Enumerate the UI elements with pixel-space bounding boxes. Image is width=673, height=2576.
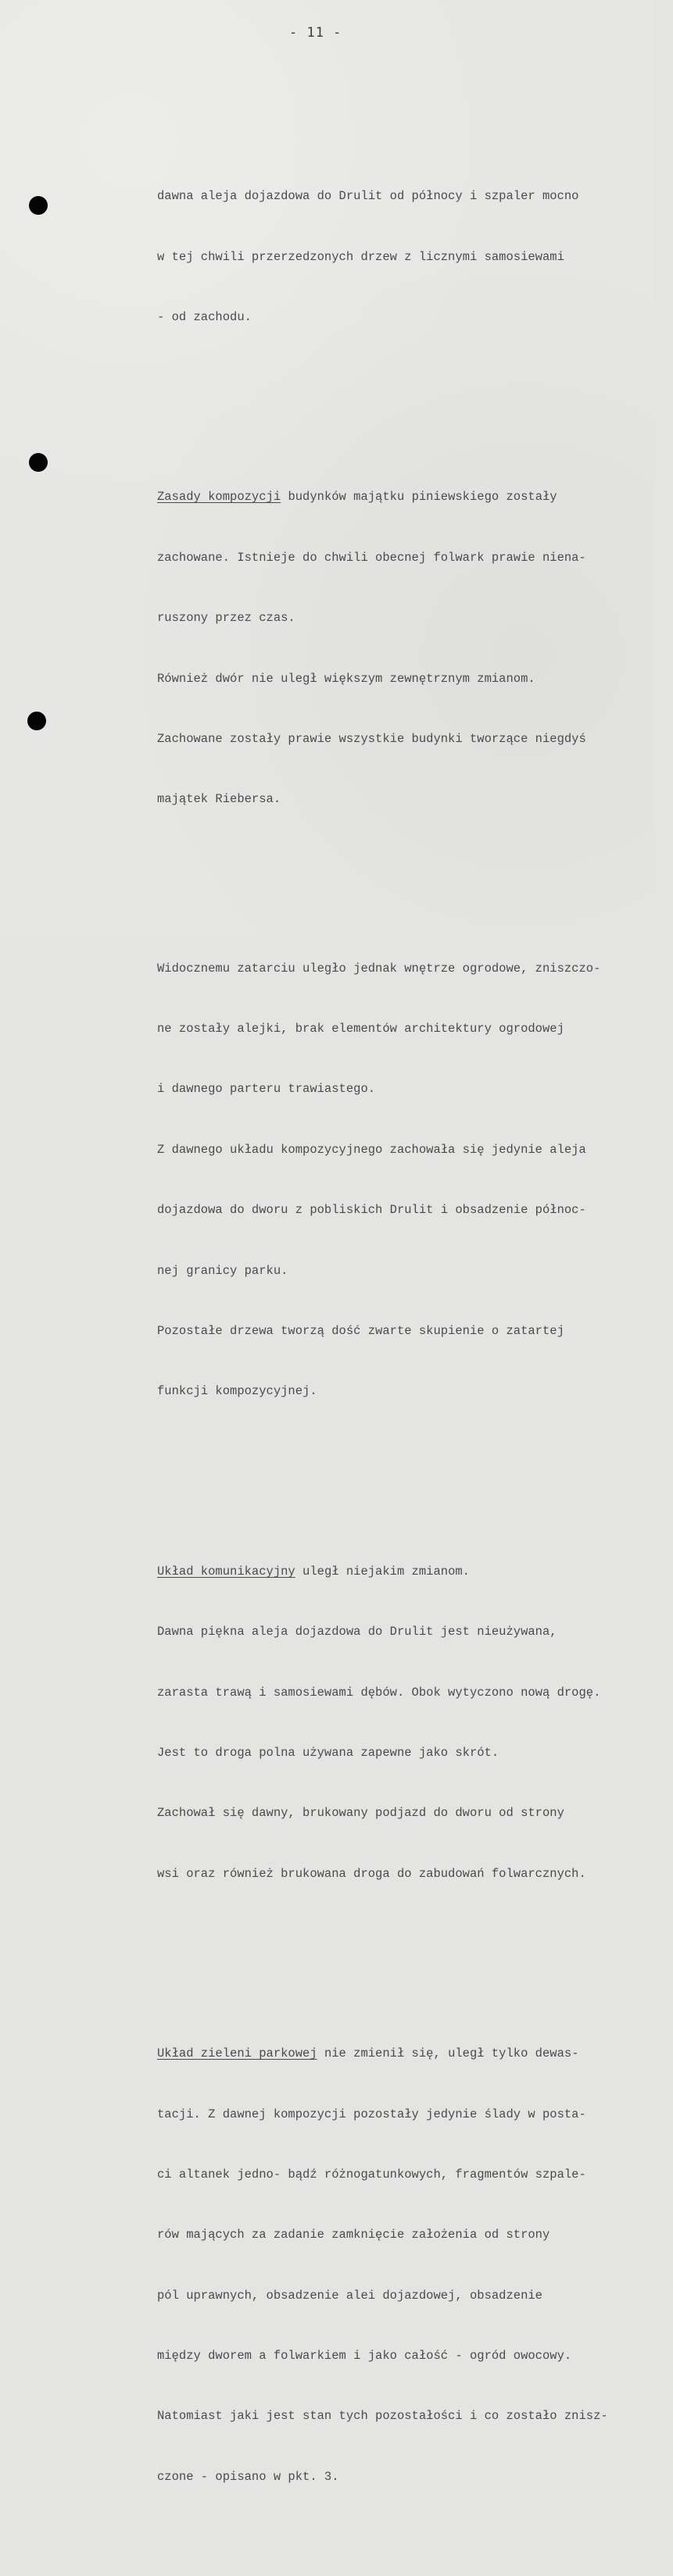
text-line (157, 2346, 673, 2367)
line-text: Zachował się dawny, brukowany podjazd do dworu od strony (157, 1806, 564, 1821)
text-line (157, 730, 673, 750)
paragraph-composition-rules (157, 448, 673, 851)
punch-hole-middle (29, 453, 48, 472)
line-text: zarasta trawą i samosiewami dębów. Obok wytyczono nową drogę. (157, 1685, 601, 1700)
body-text (157, 106, 673, 2576)
text-line (157, 2225, 673, 2246)
text-line (157, 1322, 673, 1342)
line-text: pól uprawnych, obsadzenie alei dojazdowej, obsadzenie (157, 2288, 542, 2303)
text-line (157, 1804, 673, 1824)
line-text: Jest to droga polna używana zapewne jako skrót. (157, 1745, 499, 1760)
page-number: - 11 - (289, 25, 342, 41)
line-text: Pozostałe drzewa tworzą dość zwarte skupienie o zatartej (157, 1324, 564, 1339)
text-line (157, 308, 673, 328)
section-heading-underlined: Układ komunikacyjny (157, 1564, 295, 1579)
line-text: zachowane. Istnieje do chwili obecnej folwark prawie niena- (157, 550, 586, 565)
paragraph-park-greenery (157, 2004, 673, 2528)
text-line (157, 1864, 673, 1885)
line-text: wsi oraz również brukowana droga do zabudowań folwarcznych. (157, 1866, 586, 1881)
line-text: - od zachodu. (157, 309, 252, 324)
line-text: Widocznemu zatarciu uległo jednak wnętrze ogrodowe, zniszczo- (157, 961, 601, 976)
text-line (157, 669, 673, 690)
text-line (157, 608, 673, 629)
text-line (157, 1562, 673, 1582)
paragraph-alley-continuation (157, 147, 673, 369)
line-text: nie zmienił się, uległ tylko dewas- (317, 2046, 579, 2061)
line-text: majątek Riebersa. (157, 792, 281, 807)
line-text: dawna aleja dojazdowa do Drulit od północy i szpaler mocno (157, 189, 579, 204)
line-text: budynków majątku piniewskiego zostały (281, 490, 557, 505)
text-line (157, 1622, 673, 1643)
text-line (157, 1201, 673, 1221)
text-line (157, 2105, 673, 2125)
text-line (157, 548, 673, 569)
text-line (157, 2044, 673, 2064)
line-text: ne zostały alejki, brak elementów architektury ogrodowej (157, 1022, 564, 1036)
text-line (157, 248, 673, 268)
line-text: Zachowane zostały prawie wszystkie budynki tworzące niegdyś (157, 731, 586, 746)
text-line (157, 959, 673, 979)
text-line (157, 790, 673, 810)
paragraph-garden-interior (157, 919, 673, 1443)
paragraph-communication-layout (157, 1522, 673, 1925)
line-text: ruszony przez czas. (157, 611, 295, 626)
line-text: Dawna piękna aleja dojazdowa do Drulit jest nieużywana, (157, 1625, 557, 1639)
text-line (157, 1382, 673, 1402)
line-text: Również dwór nie uległ większym zewnętrznym zmianom. (157, 671, 535, 686)
punch-hole-top (29, 196, 48, 215)
text-line (157, 1683, 673, 1704)
line-text: nej granicy parku. (157, 1263, 288, 1278)
text-line (157, 2165, 673, 2185)
line-text: rów mających za zadanie zamknięcie założenia od strony (157, 2228, 550, 2242)
text-line (157, 1019, 673, 1040)
text-line (157, 1140, 673, 1161)
text-line (157, 2286, 673, 2307)
section-heading-underlined: Układ zieleni parkowej (157, 2046, 317, 2061)
line-text: dojazdowa do dworu z pobliskich Drulit i obsadzenie północ- (157, 1203, 586, 1218)
line-text: uległ niejakim zmianom. (295, 1564, 470, 1579)
text-line (157, 2467, 673, 2488)
line-text: Natomiast jaki jest stan tych pozostałości i co zostało znisz- (157, 2409, 608, 2424)
punch-hole-bottom (27, 712, 46, 730)
line-text: funkcji kompozycyjnej. (157, 1384, 317, 1399)
line-text: i dawnego parteru trawiastego. (157, 1082, 376, 1097)
line-text: Z dawnego układu kompozycyjnego zachowała się jedynie aleja (157, 1142, 586, 1157)
text-line (157, 1079, 673, 1100)
line-text: w tej chwili przerzedzonych drzew z licznymi samosiewami (157, 249, 564, 264)
section-heading-underlined: Zasady kompozycji (157, 490, 281, 505)
text-line (157, 187, 673, 207)
line-text: ci altanek jedno- bądź różnogatunkowych, fragmentów szpale- (157, 2167, 586, 2182)
text-line (157, 1743, 673, 1764)
text-line (157, 1261, 673, 1282)
line-text: między dworem a folwarkiem i jako całość - ogród owocowy. (157, 2349, 572, 2364)
text-line (157, 2407, 673, 2427)
text-line (157, 487, 673, 508)
line-text: czone - opisano w pkt. 3. (157, 2469, 339, 2484)
line-text: tacji. Z dawnej kompozycji pozostały jedynie ślady w posta- (157, 2107, 586, 2121)
